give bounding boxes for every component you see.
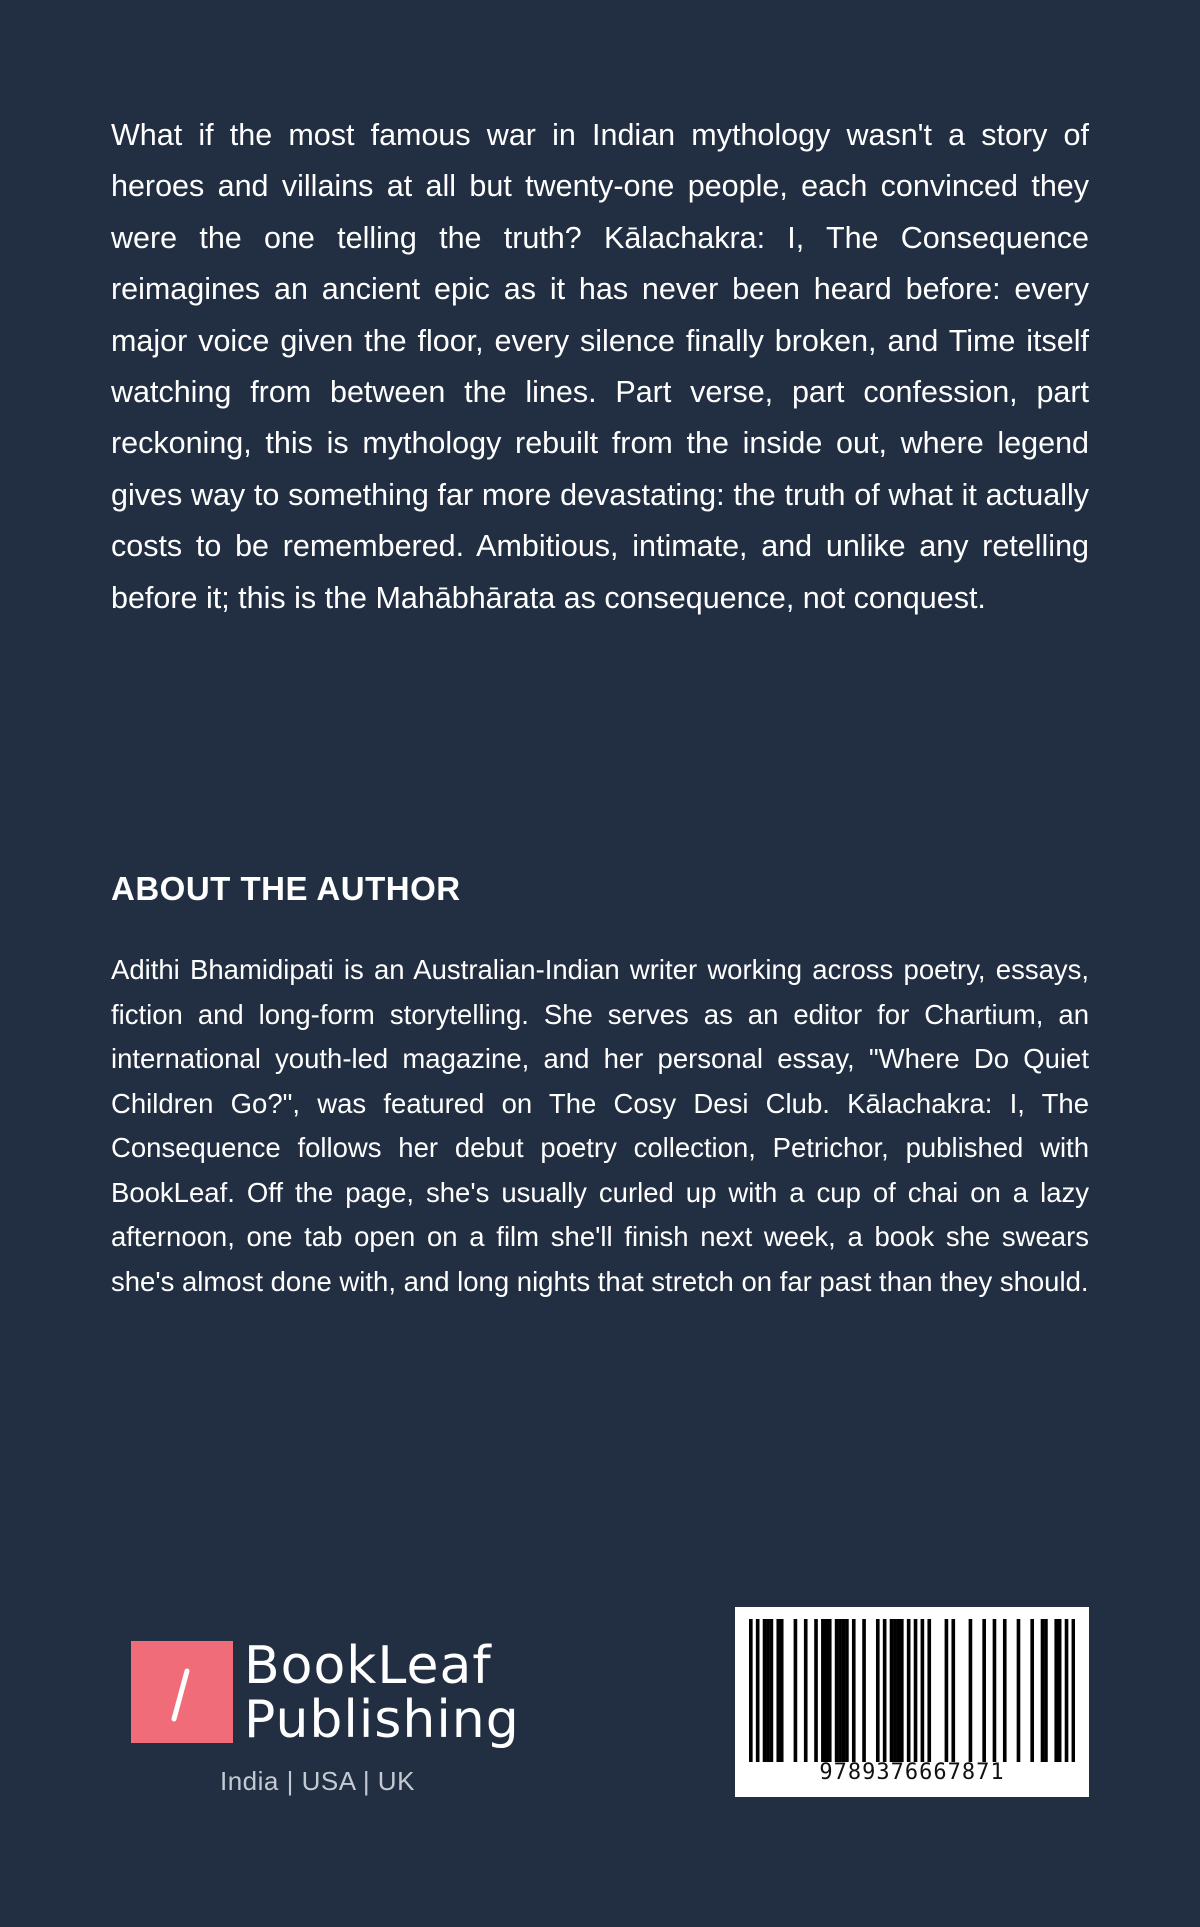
barcode-bar <box>883 1619 887 1762</box>
slash-icon <box>131 1641 233 1743</box>
publisher-regions: India | USA | UK <box>220 1766 415 1796</box>
barcode-bar <box>945 1619 949 1762</box>
barcode-bar <box>776 1619 780 1762</box>
barcode-bar <box>1041 1619 1045 1762</box>
barcode-bar <box>770 1619 774 1762</box>
barcode-bar <box>814 1619 818 1762</box>
barcode-bar <box>1054 1619 1058 1762</box>
barcode-bar <box>838 1619 842 1762</box>
book-blurb: What if the most famous war in Indian mythology wasn't a story of heroes and villains at all but twenty-one people, each convinced they were the one telling the truth? Kālachakra: I, The Consequence reimagines an ancient epic as it has never been heard before: every major voice given the floor, every silence finally broken, and Time itself watching from between the lines. Part verse, part confession, part reckoning, this is mythology rebuilt from the inside out, where legend gives way to something far more devastating: the truth of what it actually costs to be remembered. Ambitious, intimate, and unlike any retelling before it; this is the Mahābhārata as consequence, not conquest. <box>111 118 1089 615</box>
barcode-bar <box>969 1619 973 1762</box>
barcode-bar <box>951 1619 955 1762</box>
barcode-bar <box>852 1619 856 1762</box>
barcode-bar <box>900 1619 904 1762</box>
barcode-bar <box>927 1619 931 1762</box>
barcode-bar <box>780 1619 784 1762</box>
barcode-bar <box>1017 1619 1021 1762</box>
barcode-bar <box>862 1619 866 1762</box>
publisher-name-line2: Publishing <box>244 1690 520 1750</box>
barcode-bar <box>845 1619 849 1762</box>
barcode-icon <box>749 1619 1075 1762</box>
barcode-bar <box>1044 1619 1048 1762</box>
barcode-bar <box>766 1619 770 1762</box>
isbn-barcode <box>735 1607 1089 1797</box>
barcode-bar <box>982 1619 986 1762</box>
barcode-bar <box>828 1619 832 1762</box>
barcode-bar <box>907 1619 911 1762</box>
barcode-bar <box>914 1619 918 1762</box>
barcode-bar <box>890 1619 894 1762</box>
barcode-bar <box>821 1619 825 1762</box>
barcode-bar <box>876 1619 880 1762</box>
barcode-bar <box>1003 1619 1007 1762</box>
barcode-bar <box>763 1619 767 1762</box>
barcode-bar <box>1058 1619 1062 1762</box>
barcode-bar <box>835 1619 839 1762</box>
about-author-heading: ABOUT THE AUTHOR <box>111 870 461 907</box>
barcode-bar <box>921 1619 925 1762</box>
barcode-bar <box>804 1619 808 1762</box>
publisher-name-line1: BookLeaf <box>244 1636 492 1696</box>
barcode-bar <box>893 1619 897 1762</box>
barcode-bar <box>824 1619 828 1762</box>
barcode-bar <box>842 1619 846 1762</box>
barcode-bar <box>794 1619 798 1762</box>
publisher-logo <box>131 1636 520 1808</box>
barcode-bar <box>1072 1619 1075 1762</box>
barcode-bar <box>1030 1619 1034 1762</box>
barcode-bar <box>756 1619 760 1762</box>
bookleaf-logo-icon <box>131 1641 233 1743</box>
barcode-bar <box>749 1619 753 1762</box>
barcode-bar <box>1065 1619 1069 1762</box>
barcode-bar <box>897 1619 901 1762</box>
isbn-number: 9789376667871 <box>819 1760 1005 1785</box>
author-bio: Adithi Bhamidipati is an Australian-Indian writer working across poetry, essays, fiction and long-form storytelling. She serves as an editor for Chartium, an international youth-led magazine, and her personal essay, "Where Do Quiet Children Go?", was featured on The Cosy Desi Club. Kālachakra: I, The Consequence follows her debut poetry collection, Petrichor, published with BookLeaf. Off the page, she's usually curled up with a cup of chai on a lazy afternoon, one tab open on a film she'll finish next week, a book she swears she's almost done with, and long nights that stretch on far past than they should. <box>111 954 1089 1297</box>
barcode-bar <box>993 1619 997 1762</box>
